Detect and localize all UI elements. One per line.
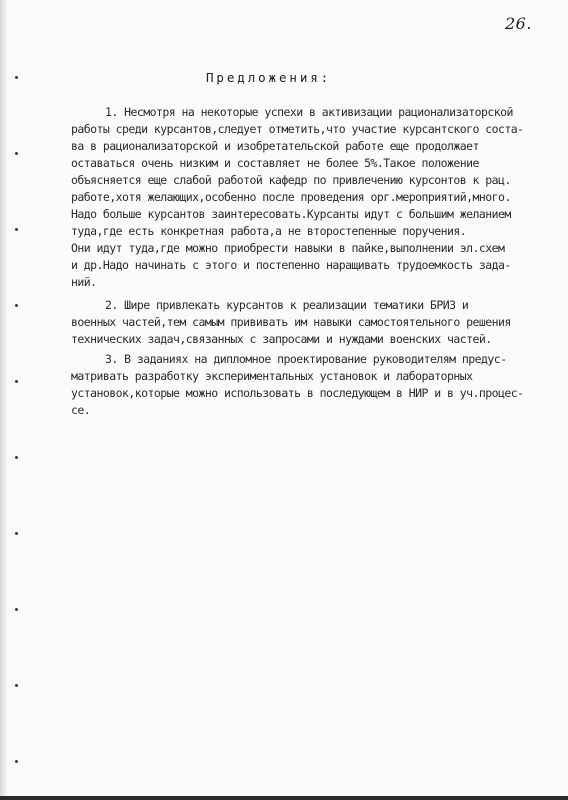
text-line: Надо больше курсантов заинтересовать.Курсанты идут с большим желанием [71,207,511,221]
page-number: 26. [505,14,532,33]
text-line: ний. [71,275,97,289]
text-line: 3. В заданиях на дипломное проектирование руководителям предус- [105,352,507,366]
text-line: 1. Несмотря на некоторые успехи в активизации рационализаторской [105,105,513,119]
binding-mark [15,228,18,231]
text-line: военных частей,тем самым прививать им навыки самостоятельного решения [71,315,511,329]
text-line: оставаться очень низким и составляет не более 5%.Такое положение [71,156,479,170]
proposal-paragraph-2 [71,297,561,348]
text-line: работе,хотя желающих,особенно после проведения орг.мероприятий,много. [71,190,511,204]
binding-mark [15,76,18,79]
text-line: се. [71,403,91,417]
text-line: технических задач,связанных с запросами и нуждами военских частей. [71,332,492,346]
text-line: объясняется еще слабой работой кафедр по привлечению курсонтов к рац. [71,173,511,187]
binding-mark [15,684,18,687]
binding-mark [15,456,18,459]
binding-mark [15,608,18,611]
scan-edge-shadow [0,0,8,800]
binding-mark [15,532,18,535]
page-title: Предложения: [206,70,332,85]
binding-mark [15,380,18,383]
text-line: и др.Надо начинать с этого и постепенно наращивать трудоемкость зада- [71,258,511,272]
text-line: 2. Шире привлекать курсантов к реализации тематики БРИЗ и [105,298,469,312]
binding-mark [15,152,18,155]
text-line: работы среди курсантов,следует отметить,что участие курсантского соста- [71,122,524,136]
text-line: Они идут туда,где можно приобрести навыки в пайке,выполнении эл.схем [71,241,505,255]
proposal-paragraph-1 [71,104,561,291]
binding-mark [15,304,18,307]
text-line: туда,где есть конкретная работа,а не второстепенные поручения. [71,224,467,238]
text-line: ва в рационализаторской и изобретательской работе еще продолжает [71,139,479,153]
binding-hole-marks [15,0,25,800]
text-line: установок,которые можно использовать в последующем в НИР и в уч.процес- [71,386,524,400]
proposal-paragraph-3 [71,351,561,419]
scan-bottom-edge [0,796,568,800]
binding-mark [15,760,18,763]
text-line: матривать разработку экспериментальных установок и лабораторных [71,369,473,383]
